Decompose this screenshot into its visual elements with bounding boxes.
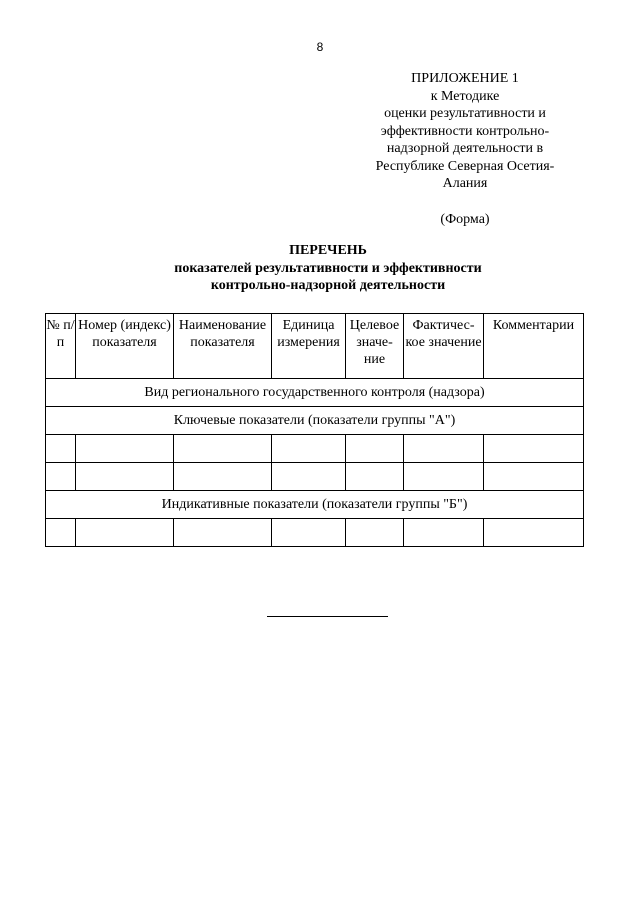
table-cell	[174, 463, 272, 491]
table-cell	[76, 463, 174, 491]
section-indicative-indicators: Индикативные показатели (показатели группы "Б")	[46, 491, 584, 519]
table-cell	[46, 519, 76, 547]
table-cell	[484, 435, 584, 463]
table-row	[46, 435, 584, 463]
column-header: Целевое значе- ние	[346, 314, 404, 379]
section-key-indicators: Ключевые показатели (показатели группы "А")	[46, 407, 584, 435]
table-cell	[484, 463, 584, 491]
table-row	[46, 463, 584, 491]
table-cell	[46, 463, 76, 491]
document-heading	[0, 242, 640, 295]
indicators-table	[45, 313, 584, 547]
heading-line: показателей результативности и эффективности	[174, 260, 482, 276]
table-cell	[76, 435, 174, 463]
table-cell	[272, 519, 346, 547]
table-cell	[346, 463, 404, 491]
page-number: 8	[316, 40, 324, 54]
table-cell	[404, 463, 484, 491]
column-header: Комментарии	[484, 314, 584, 379]
heading-line: контрольно-надзорной деятельности	[210, 278, 446, 293]
table-cell	[484, 519, 584, 547]
appendix-line: оценки результативности и	[384, 106, 546, 121]
table-header-row	[46, 314, 584, 379]
column-header: № п/п	[46, 314, 76, 379]
table-cell	[272, 435, 346, 463]
table-row	[46, 519, 584, 547]
section-row	[46, 491, 584, 519]
section-row	[46, 407, 584, 435]
section-row	[46, 379, 584, 407]
column-header: Единица измерения	[272, 314, 346, 379]
form-label: (Форма)	[440, 211, 490, 227]
column-header: Наименование показателя	[174, 314, 272, 379]
table-cell	[272, 463, 346, 491]
table-cell	[174, 435, 272, 463]
appendix-line: Алания	[442, 176, 488, 191]
end-divider	[267, 616, 388, 617]
appendix-line: надзорной деятельности в	[386, 141, 544, 156]
appendix-line: к Методике	[430, 88, 500, 104]
appendix-line: ПРИЛОЖЕНИЕ 1	[411, 71, 519, 86]
table-cell	[76, 519, 174, 547]
appendix-line: эффективности контрольно-	[380, 123, 550, 139]
table-cell	[404, 435, 484, 463]
column-header: Номер (индекс) показателя	[76, 314, 174, 379]
heading-title: ПЕРЕЧЕНЬ	[289, 243, 367, 258]
appendix-block	[355, 70, 575, 228]
table-cell	[404, 519, 484, 547]
section-control-type: Вид регионального государственного контроля (надзора)	[46, 379, 584, 407]
column-header: Фактичес- кое значение	[404, 314, 484, 379]
table-cell	[174, 519, 272, 547]
appendix-line: Республике Северная Осетия-	[375, 158, 555, 174]
table-cell	[346, 435, 404, 463]
table-cell	[346, 519, 404, 547]
table-cell	[46, 435, 76, 463]
